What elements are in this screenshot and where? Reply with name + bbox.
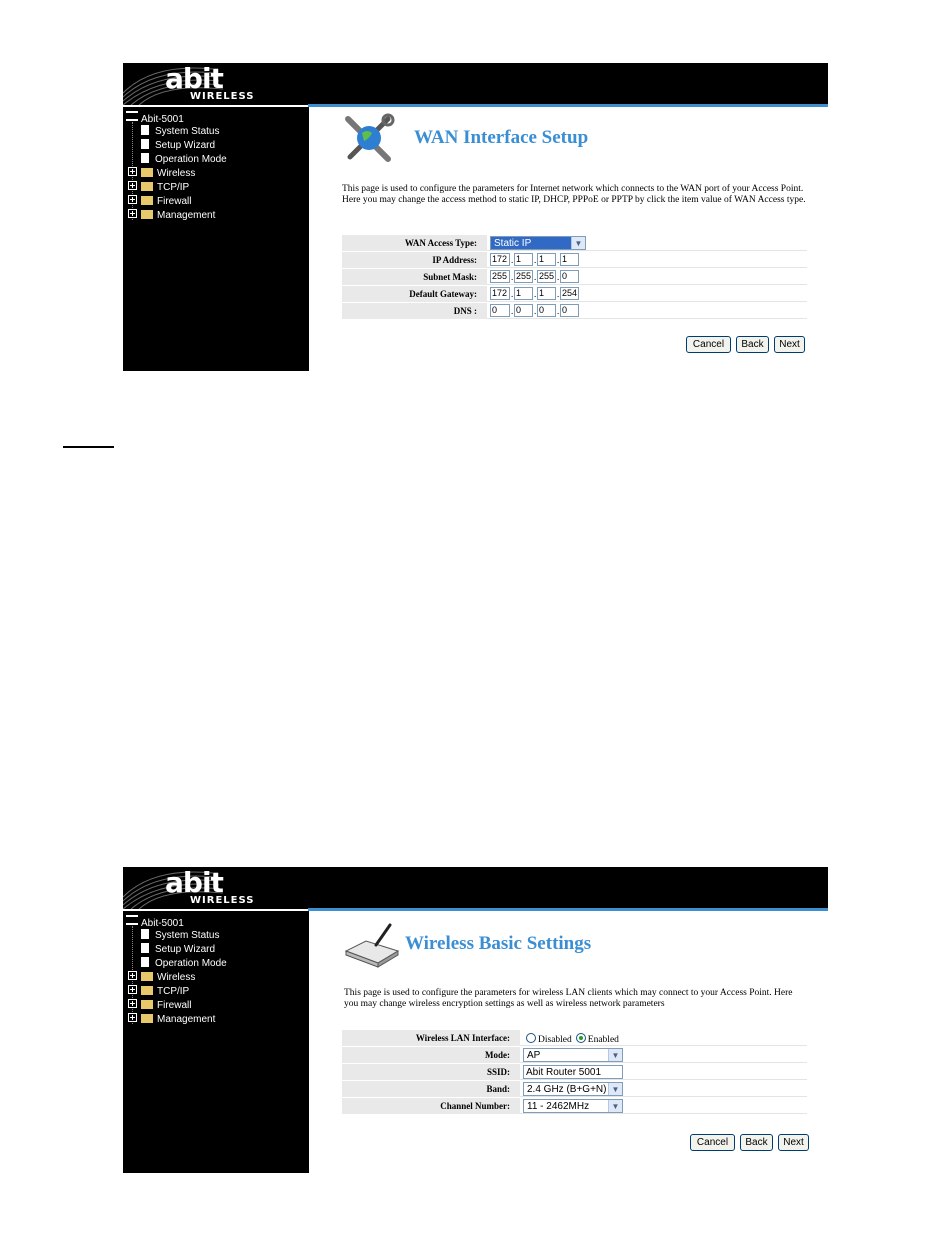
default-gateway-row [342, 286, 807, 302]
field-label: Mode: [342, 1047, 520, 1063]
band-select[interactable] [523, 1082, 623, 1096]
next-button[interactable]: Next [774, 336, 805, 353]
page-icon [141, 943, 149, 953]
mask-octet-3[interactable]: 255 [539, 271, 555, 281]
subnet-mask-row [342, 269, 807, 285]
header-banner [123, 867, 828, 909]
next-button[interactable]: Next [778, 1134, 809, 1151]
page-description: This page is used to configure the parameters for wireless LAN clients which may connect to your Access Point. Here you may change wireless encryption settings as well as wireless network parameters [344, 988, 793, 1009]
expand-icon[interactable] [128, 1013, 137, 1022]
page-description: This page is used to configure the parameters for Internet network which connects to the WAN port of your Access Point. Here you may change the access method to static IP, DHCP, PPPoE or PPTP by click the item value of WAN Access type. [342, 184, 806, 205]
ssid-input[interactable]: Abit Router 5001 [523, 1065, 623, 1079]
ip-octet-2[interactable]: 1 [514, 253, 533, 266]
radio-enabled[interactable] [576, 1033, 586, 1043]
folder-icon [141, 168, 153, 177]
wireless-main [309, 911, 828, 1173]
tools-globe-icon [342, 113, 396, 163]
sidebar-item-label: Operation Mode [155, 154, 227, 165]
tree-root-label: Abit-5001 [141, 114, 184, 125]
dns-octet-3[interactable]: 0 [537, 304, 556, 317]
underline-mark [63, 446, 114, 448]
sidebar-item-label: System Status [155, 126, 220, 137]
sidebar-item-system-status[interactable] [141, 929, 219, 943]
sidebar-item-management[interactable] [128, 209, 215, 223]
folder-icon [141, 210, 153, 219]
field-label: Wireless LAN Interface: [342, 1030, 520, 1046]
field-value-cell [520, 1064, 807, 1080]
back-button[interactable]: Back [736, 336, 769, 353]
octet-separator: . [557, 289, 560, 299]
octet-separator: . [557, 306, 560, 316]
field-value-cell [520, 1081, 807, 1097]
mask-octet-2[interactable]: 255 [516, 271, 532, 281]
field-label: WAN Access Type: [342, 235, 487, 251]
field-value-cell [487, 269, 807, 285]
gateway-octet-2[interactable]: 1 [514, 287, 533, 300]
gateway-octet-1[interactable]: 172 [490, 287, 510, 300]
page-icon [141, 929, 149, 939]
wan-access-type-select[interactable] [490, 236, 586, 250]
sidebar-item-setup-wizard[interactable] [141, 943, 215, 957]
channel-number-row [342, 1098, 807, 1114]
field-label: Subnet Mask: [342, 269, 487, 285]
octet-separator: . [534, 289, 537, 299]
ip-octet-3[interactable]: 1 [537, 253, 556, 266]
octet-separator: . [511, 272, 514, 282]
logo-sub: WIRELESS [190, 91, 255, 102]
expand-icon[interactable] [128, 195, 137, 204]
octet-separator: . [511, 255, 514, 265]
chevron-down-icon: ▼ [608, 1083, 622, 1095]
octet-separator: . [557, 255, 560, 265]
cancel-button[interactable]: Cancel [686, 336, 731, 353]
field-label: Channel Number: [342, 1098, 520, 1114]
field-label: SSID: [342, 1064, 520, 1080]
field-label: Band: [342, 1081, 520, 1097]
sidebar-item-label: TCP/IP [157, 182, 190, 193]
field-value-cell [487, 235, 807, 251]
sidebar-item-wireless[interactable] [128, 167, 195, 181]
ip-octet-4[interactable]: 1 [560, 253, 579, 266]
sidebar-item-label: TCP/IP [157, 986, 190, 997]
sidebar-item-firewall[interactable] [128, 999, 191, 1013]
wan-main [309, 107, 828, 371]
octet-separator: . [534, 306, 537, 316]
sidebar-item-label: Management [157, 210, 216, 221]
dns-octet-1[interactable]: 0 [490, 304, 510, 317]
dns-octet-4[interactable]: 0 [560, 304, 579, 317]
wireless-screenshot [123, 867, 828, 1173]
sidebar-item-operation-mode[interactable] [141, 957, 227, 971]
sidebar-item-label: Setup Wizard [155, 944, 216, 955]
radio-enabled-label: Enabled [587, 1035, 619, 1045]
page-icon [141, 139, 149, 149]
cancel-button[interactable]: Cancel [690, 1134, 735, 1151]
field-label: DNS : [342, 303, 487, 319]
expand-icon[interactable] [128, 985, 137, 994]
select-value: 2.4 GHz (B+G+N) [527, 1084, 607, 1095]
chevron-down-icon: ▼ [571, 237, 585, 249]
chevron-down-icon: ▼ [608, 1100, 622, 1112]
wlan-interface-row [342, 1030, 807, 1046]
logo-word: abit [165, 63, 223, 95]
folder-icon [141, 196, 153, 205]
octet-separator: . [511, 289, 514, 299]
sidebar-item-label: Firewall [157, 196, 192, 207]
tree-root-label: Abit-5001 [141, 918, 184, 929]
sidebar-item-label: System Status [155, 930, 220, 941]
sidebar-item-label: Wireless [157, 168, 196, 179]
page-title: WAN Interface Setup [414, 127, 589, 148]
radio-disabled[interactable] [526, 1033, 536, 1043]
page-icon [141, 125, 149, 135]
field-label: IP Address: [342, 252, 487, 268]
dns-row [342, 303, 807, 319]
select-value: Static IP [494, 238, 532, 249]
octet-separator: . [534, 255, 537, 265]
select-value: 11 - 2462MHz [527, 1101, 590, 1112]
field-value-cell [520, 1047, 807, 1063]
gateway-octet-3[interactable]: 1 [537, 287, 556, 300]
sidebar-item-operation-mode[interactable] [141, 153, 227, 167]
mode-select[interactable] [523, 1048, 623, 1062]
folder-icon [141, 1000, 153, 1009]
field-value-cell [520, 1030, 807, 1046]
folder-icon [141, 1014, 153, 1023]
octet-separator: . [511, 306, 514, 316]
page-icon [141, 153, 149, 163]
sidebar [123, 911, 309, 1173]
logo-word: abit [165, 867, 223, 899]
sidebar-item-system-status[interactable] [141, 125, 219, 139]
field-value-cell [487, 286, 807, 302]
chevron-down-icon: ▼ [608, 1049, 622, 1061]
back-button[interactable]: Back [740, 1134, 773, 1151]
wan-screenshot [123, 63, 828, 371]
sidebar-item-label: Setup Wizard [155, 140, 216, 151]
ssid-row [342, 1064, 807, 1080]
page-icon [141, 957, 149, 967]
router-icon [126, 111, 138, 121]
expand-icon[interactable] [128, 181, 137, 190]
field-value-cell [520, 1098, 807, 1114]
header-banner [123, 63, 828, 105]
sidebar-item-label: Operation Mode [155, 958, 227, 969]
folder-icon [141, 182, 153, 191]
folder-icon [141, 972, 153, 981]
sidebar-item-label: Firewall [157, 1000, 192, 1011]
router-device-icon [342, 921, 402, 971]
select-value: AP [527, 1050, 541, 1061]
field-value-cell [487, 252, 807, 268]
sidebar-item-tcpip[interactable] [128, 985, 189, 999]
ip-octet-1[interactable]: 172 [490, 253, 510, 266]
gateway-octet-4[interactable]: 254 [562, 288, 578, 298]
band-row [342, 1081, 807, 1097]
expand-icon[interactable] [128, 209, 137, 218]
field-label: Default Gateway: [342, 286, 487, 302]
sidebar-item-tcpip[interactable] [128, 181, 189, 195]
sidebar-item-label: Management [157, 1014, 216, 1025]
octet-separator: . [534, 272, 537, 282]
folder-icon [141, 986, 153, 995]
sidebar-item-management[interactable] [128, 1013, 215, 1027]
expand-icon[interactable] [128, 999, 137, 1008]
expand-icon[interactable] [128, 971, 137, 980]
field-value-cell [487, 303, 807, 319]
expand-icon[interactable] [128, 167, 137, 176]
mask-octet-4[interactable]: 0 [560, 270, 579, 283]
sidebar-item-label: Wireless [157, 972, 196, 983]
sidebar [123, 107, 309, 371]
wan-access-type-row [342, 235, 807, 251]
ip-address-row [342, 252, 807, 268]
radio-disabled-label: Disabled [538, 1035, 572, 1045]
mask-octet-1[interactable]: 255 [490, 270, 510, 283]
dns-octet-2[interactable]: 0 [514, 304, 533, 317]
sidebar-item-wireless[interactable] [128, 971, 195, 985]
mode-row [342, 1047, 807, 1063]
sidebar-item-firewall[interactable] [128, 195, 191, 209]
router-icon [126, 915, 138, 925]
octet-separator: . [557, 272, 560, 282]
logo-sub: WIRELESS [190, 895, 255, 906]
sidebar-item-setup-wizard[interactable] [141, 139, 215, 153]
page-title: Wireless Basic Settings [405, 933, 592, 954]
channel-select[interactable] [523, 1099, 623, 1113]
